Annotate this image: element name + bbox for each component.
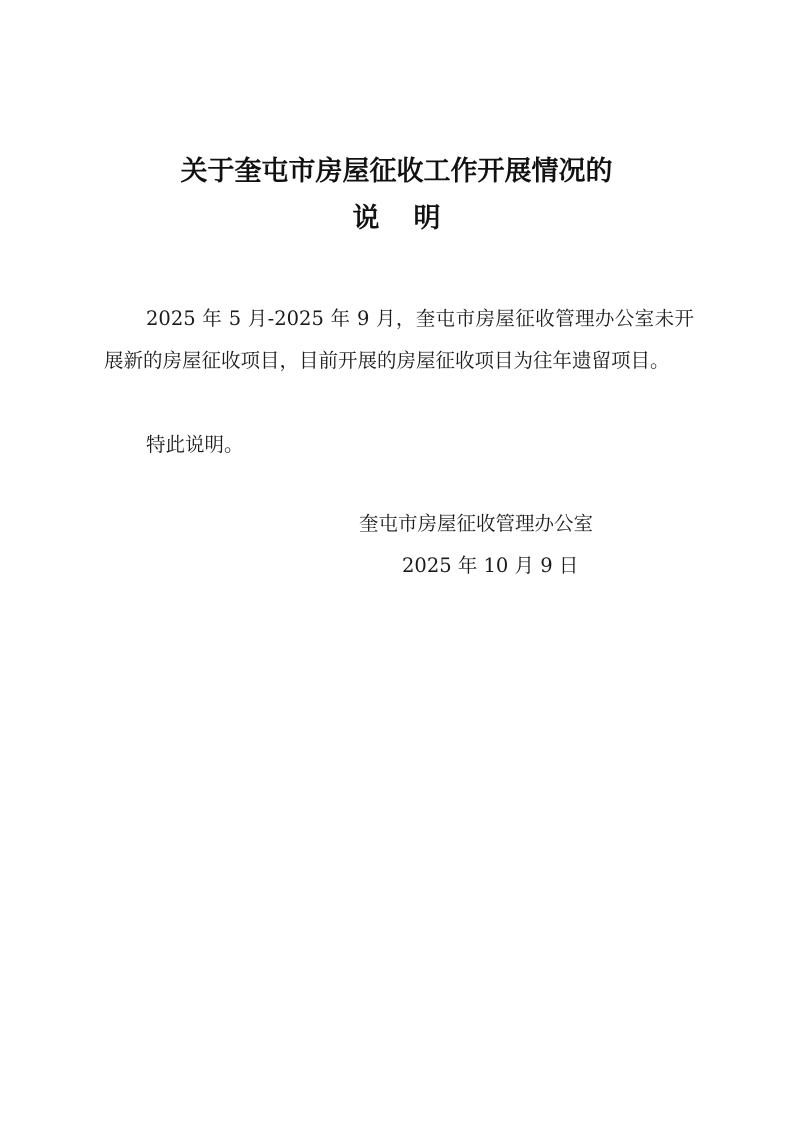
body-paragraph: 2025 年 5 月-2025 年 9 月，奎屯市房屋征收管理办公室未开展新的房屋征收项目，目前开展的房屋征收项目为往年遗留项目。 <box>104 307 694 372</box>
document-title-second-line <box>0 196 793 235</box>
document-title: 关于奎屯市房屋征收工作开展情况的 <box>180 156 613 187</box>
signature-organization: 奎屯市房屋征收管理办公室 <box>359 512 594 535</box>
title-char-ming: 明 <box>413 203 441 234</box>
closing-paragraph: 特此说明。 <box>146 433 244 456</box>
title-char-shuo: 说 <box>352 203 380 234</box>
signature-date: 2025 年 10 月 9 日 <box>402 554 579 577</box>
